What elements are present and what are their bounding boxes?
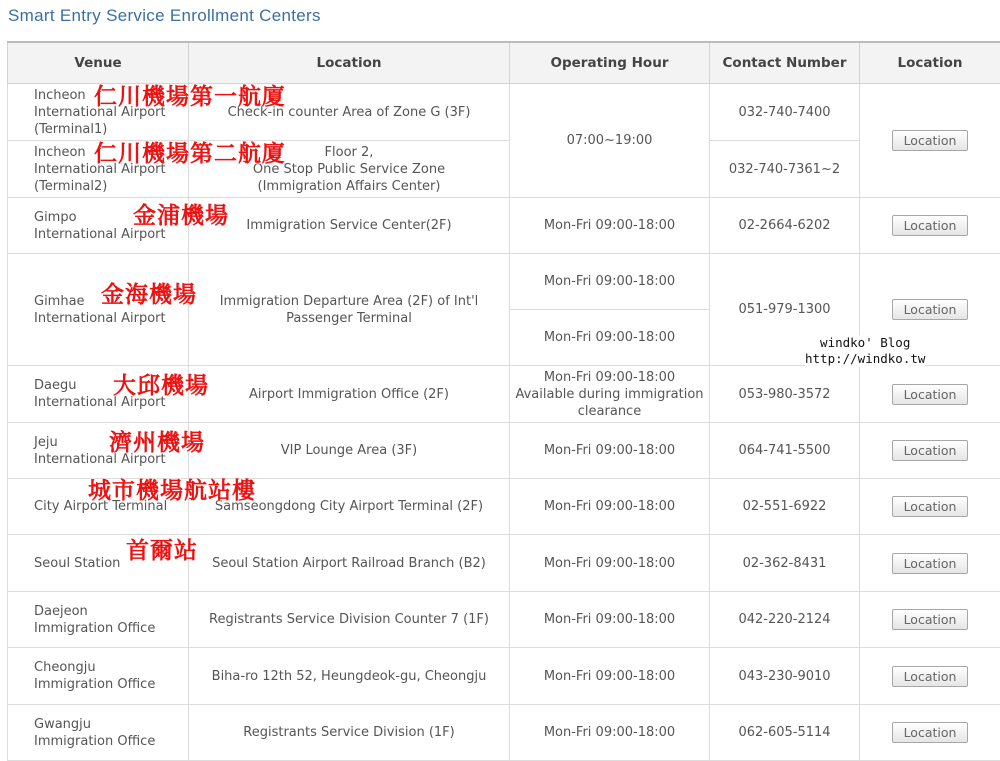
venue-name: Incheon [34,144,184,161]
contact-cell: 032-740-7400 [710,84,860,141]
location-cell: Seoul Station Airport Railroad Branch (B2) [189,535,510,592]
annotation-city-airport: 城市機場航站樓 [88,472,256,505]
watermark-line: http://windko.tw [805,351,925,367]
location-cell [189,254,510,366]
contact-cell: 042-220-2124 [710,592,860,648]
contact-cell: 051-979-1300 [710,254,860,366]
venue-name: Daegu [34,377,184,394]
hours-cell: 07:00~19:00 [510,84,710,198]
location-button-cell [860,84,1000,198]
location-button-cell [860,705,1000,761]
location-button[interactable]: Location [892,130,968,151]
location-button[interactable]: Location [892,496,968,517]
contact-cell: 02-362-8431 [710,535,860,592]
annotation-jeju: 濟州機場 [109,424,205,457]
venue-cell [8,705,189,761]
location-button[interactable]: Location [892,215,968,236]
venue-name: International Airport [34,226,184,243]
table-row [8,592,1000,648]
contact-cell: 02-2664-6202 [710,198,860,254]
hours-cell: Mon-Fri 09:00-18:00 [510,423,710,479]
table-row [8,705,1000,761]
venue-name: International Airport [34,451,184,468]
hours-cell: Mon-Fri 09:00-18:00 [510,198,710,254]
hours-cell: Mon-Fri 09:00-18:00 [510,648,710,705]
hours-cell [510,366,710,423]
location-button[interactable]: Location [892,722,968,743]
header-operating-hour: Operating Hour [510,42,710,84]
venue-name: Seoul Station [34,555,184,572]
venue-name: Gimhae [34,293,184,310]
table-row [8,648,1000,705]
location-line: Immigration Departure Area (2F) of Int'l [193,293,505,310]
contact-cell: 032-740-7361~2 [710,141,860,198]
location-cell: Immigration Service Center(2F) [189,198,510,254]
annotation-gimhae: 金海機場 [101,276,197,309]
annotation-seoul-station: 首爾站 [126,532,198,565]
contact-cell: 064-741-5500 [710,423,860,479]
location-button-cell [860,592,1000,648]
location-cell: Check-in counter Area of Zone G (3F) [189,84,510,141]
venue-name: Immigration Office [34,620,184,637]
location-button-cell [860,648,1000,705]
venue-name: Daejeon [34,603,184,620]
venue-name: Immigration Office [34,733,184,750]
hours-cell: Mon-Fri 09:00-18:00 [510,705,710,761]
location-button-cell [860,479,1000,535]
location-button[interactable]: Location [892,440,968,461]
annotation-incheon-t1: 仁川機場第一航廈 [94,78,286,111]
location-cell: Biha-ro 12th 52, Heungdeok-gu, Cheongju [189,648,510,705]
location-line: Floor 2, [193,144,505,161]
header-location-button: Location [860,42,1000,84]
hours-line: Available during immigration [514,386,705,403]
hours-line: Mon-Fri 09:00-18:00 [514,369,705,386]
header-venue: Venue [8,42,189,84]
venue-name: International Airport [34,394,184,411]
location-button[interactable]: Location [892,553,968,574]
location-line: Passenger Terminal [193,310,505,327]
location-button[interactable]: Location [892,666,968,687]
header-contact-number: Contact Number [710,42,860,84]
venue-cell [8,254,189,366]
location-button[interactable]: Location [892,609,968,630]
venue-cell [8,648,189,705]
venue-name: Jeju [34,434,184,451]
hours-cell: Mon-Fri 09:00-18:00 [510,254,710,310]
contact-cell: 053-980-3572 [710,366,860,423]
venue-name: (Terminal2) [34,178,184,195]
location-button-cell [860,535,1000,592]
location-line: One Stop Public Service Zone [193,161,505,178]
venue-name: Immigration Office [34,676,184,693]
venue-name: City Airport Terminal [34,498,184,515]
location-cell: Registrants Service Division (1F) [189,705,510,761]
contact-cell: 062-605-5114 [710,705,860,761]
hours-cell: Mon-Fri 09:00-18:00 [510,479,710,535]
hours-cell: Mon-Fri 09:00-18:00 [510,592,710,648]
watermark-line: windko' Blog [805,335,925,351]
venue-name: International Airport [34,161,184,178]
venue-name: Incheon [34,87,184,104]
annotation-daegu: 大邱機場 [113,367,209,400]
venue-name: International Airport [34,310,184,327]
location-cell: Airport Immigration Office (2F) [189,366,510,423]
page-title: Smart Entry Service Enrollment Centers [8,6,321,26]
venue-name: International Airport [34,104,184,121]
blog-watermark [805,335,925,367]
location-cell: Registrants Service Division Counter 7 (1F) [189,592,510,648]
location-button-cell [860,366,1000,423]
header-location: Location [189,42,510,84]
venue-name: Gwangju [34,716,184,733]
hours-cell: Mon-Fri 09:00-18:00 [510,535,710,592]
venue-name: Gimpo [34,209,184,226]
location-button-cell [860,198,1000,254]
location-cell: Samseongdong City Airport Terminal (2F) [189,479,510,535]
location-button[interactable]: Location [892,299,968,320]
venue-cell [8,592,189,648]
venue-name: Cheongju [34,659,184,676]
hours-cell: Mon-Fri 09:00-18:00 [510,310,710,366]
annotation-incheon-t2: 仁川機場第二航廈 [94,135,286,168]
location-button[interactable]: Location [892,384,968,405]
location-line: (Immigration Affairs Center) [193,178,505,195]
location-button-cell [860,423,1000,479]
venue-name: (Terminal1) [34,121,184,138]
location-cell: VIP Lounge Area (3F) [189,423,510,479]
contact-cell: 043-230-9010 [710,648,860,705]
contact-cell: 02-551-6922 [710,479,860,535]
annotation-gimpo: 金浦機場 [133,197,229,230]
hours-line: clearance [514,403,705,420]
